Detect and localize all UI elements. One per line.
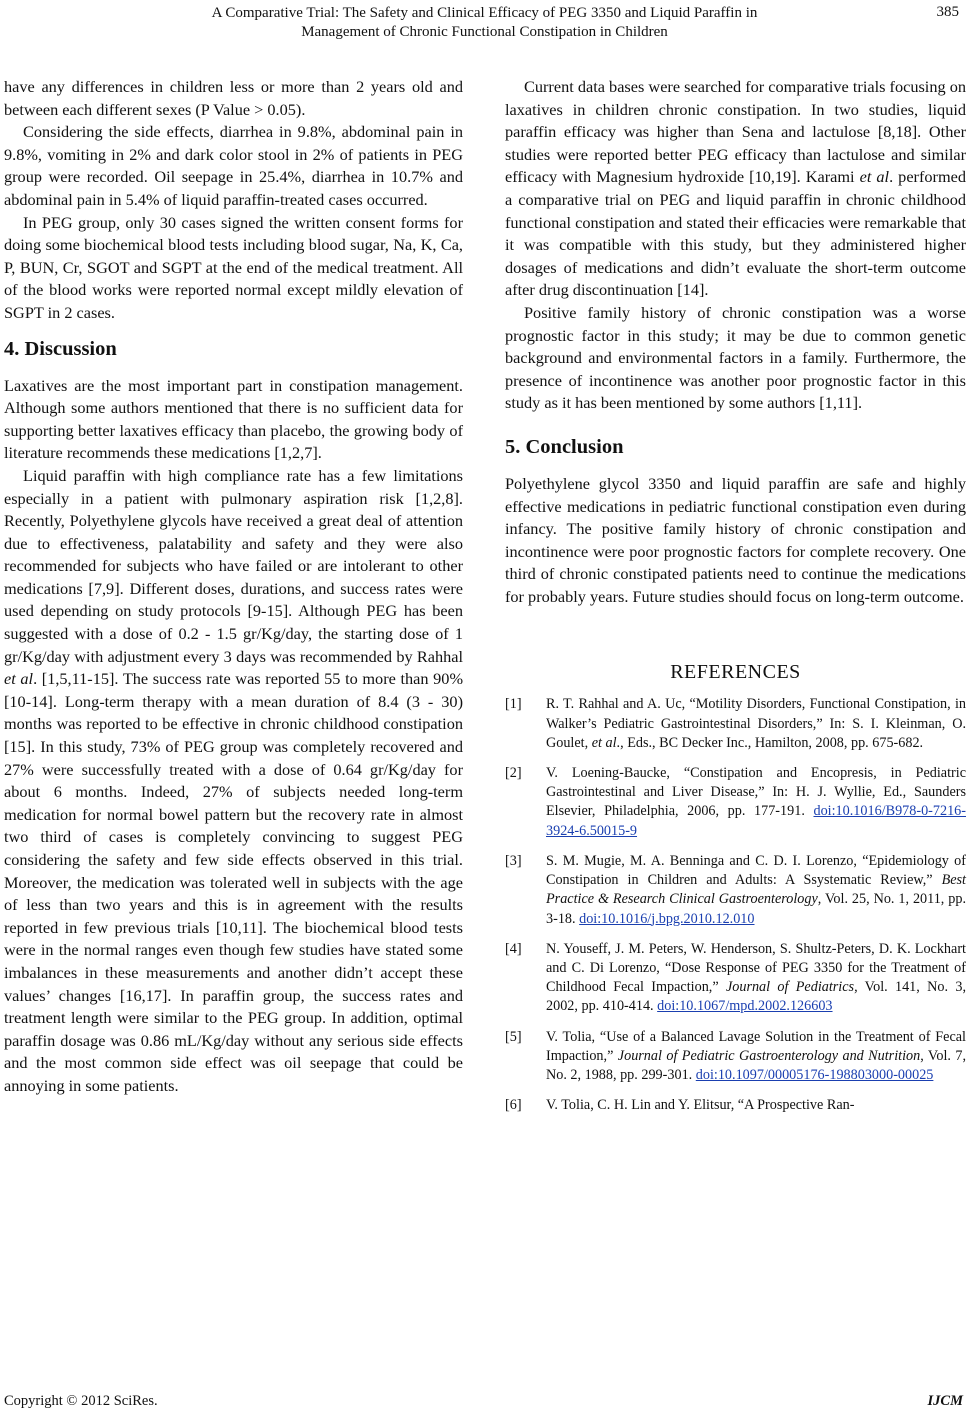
- section-heading-conclusion: 5. Conclusion: [505, 435, 624, 458]
- left-column: [4, 76, 463, 1098]
- paragraph: Considering the side effects, diarrhea in 9.8%, abdominal pain in 9.8%, vomiting in 2% and dark color stool in 2% of patients in PEG group were recorded. Oil seepage in 25.4%, diarrhea in 10.7% and abdominal pain in 5.4% of liquid paraffin-treated cases occurred.: [4, 122, 463, 209]
- reference-item: [505, 764, 966, 841]
- paragraph-text: Current data bases were searched for comparative trials focusing on laxatives in children chronic constipation. In two studies, liquid paraffin efficacy was higher than Sena and lactulose [8,18]. Other studies were reported better PEG efficacy than lactulose and similar efficacy with Magnesium hydroxide [10,19]. Karami: [505, 77, 966, 187]
- footer-journal: IJCM: [927, 1393, 963, 1409]
- reference-item: [505, 852, 966, 929]
- reference-number: [1]: [505, 696, 522, 713]
- reference-italic: Best Practice & Research Clinical Gastroenterology: [546, 872, 966, 908]
- reference-italic: Journal of Pediatrics: [725, 979, 855, 996]
- reference-text: , Vol. 141, No. 3, 2002, pp. 410-414.: [546, 979, 966, 1015]
- reference-text: N. Youseff, J. M. Peters, W. Henderson, S. Shultz-Peters, D. K. Lockhart and C. Di Lorenzo, “Dose Response of PEG 3350 for the Treatment of Childhood Fecal Impaction,”: [546, 940, 966, 996]
- reference-number: [4]: [505, 940, 522, 957]
- reference-text: , Vol. 25, No. 1, 2011, pp. 3-18.: [546, 891, 966, 927]
- et-al-italic: et al: [4, 669, 34, 689]
- reference-item: [505, 1096, 966, 1115]
- doi-link[interactable]: doi:10.1016/j.bpg.2010.12.010: [579, 910, 755, 927]
- page-number: 385: [936, 4, 959, 20]
- right-column: [505, 76, 966, 1115]
- reference-text: R. T. Rahhal and A. Uc, “Motility Disorders, Functional Constipation, in Walker’s Pediatric Gastrointestinal Disorders,” In: S. I. Kleinman, O. Goulet,: [546, 696, 966, 751]
- paragraph: [505, 76, 966, 302]
- reference-text: V. Tolia, C. H. Lin and Y. Elitsur, “A Prospective Ran-: [546, 1097, 855, 1114]
- paragraph-text: . performed a comparative trial on PEG and liquid paraffin in chronic childhood functional constipation and stated their efficacies were remarkable that it was compatible with this study, but they administered higher dosages of medications and didn’t evaluate the short-term outcome after drug discontinuation [14].: [505, 167, 966, 300]
- footer-copyright: Copyright © 2012 SciRes.: [4, 1393, 158, 1409]
- section-heading-discussion: 4. Discussion: [4, 337, 117, 360]
- reference-number: [2]: [505, 765, 522, 782]
- running-header: [0, 4, 969, 42]
- reference-item: [505, 1028, 966, 1086]
- et-al-italic: et al: [859, 167, 890, 187]
- reference-list: [505, 695, 966, 1115]
- paragraph: Laxatives are the most important part in constipation management. Although some authors mentioned that there is no sufficient data for supporting better laxatives efficacy than placebo, the growing body of literature recommends these medications [1,2,7].: [4, 375, 463, 463]
- reference-text: V. Loening-Baucke, “Constipation and Encopresis, in Pediatric Gastrointestinal and Liver Disease,” In: H. J. Wyllie, Ed., Saunders Elsevier, Philadelphia, 2006, pp. 177-191.: [546, 765, 966, 820]
- doi-link[interactable]: doi:10.1016/B978-0-7216-3924-6.50015-9: [546, 803, 966, 839]
- doi-link[interactable]: doi:10.1097/00005176-198803000-00025: [695, 1066, 934, 1083]
- reference-italic: Journal of Pediatric Gastroenterology and Nutrition: [617, 1047, 921, 1064]
- paragraph: have any differences in children less or more than 2 years old and between each different sexes (P Value > 0.05).: [4, 77, 463, 119]
- reference-number: [3]: [505, 852, 522, 869]
- reference-number: [6]: [505, 1097, 522, 1114]
- reference-text: V. Tolia, “Use of a Balanced Lavage Solution in the Treatment of Fecal Impaction,”: [546, 1028, 966, 1064]
- paragraph-text: Liquid paraffin with high compliance rate has a few limitations especially in a patient with pulmonary aspiration risk [1,2,8]. Recently, Polyethylene glycols have received a great deal of attention due to effectiveness, palatability and safety and they were also recommended for subjects who have failed or are intolerant to other medications [7,9]. Different doses, durations, and success rates were used depending on study protocols [9-15]. Although PEG has been suggested with a dose of 0.2 - 1.5 gr/Kg/day, the starting dose of 1 gr/Kg/day with adjustment every 3 days was recommended by Rahhal: [4, 465, 463, 666]
- reference-item: [505, 940, 966, 1017]
- paragraph: Positive family history of chronic constipation was a worse prognostic factor in this study; it may be due to common genetic background and environmental factors in a family. Furthermore, the presence of incontinence was another poor prognostic factor in this study as it has been mentioned by some authors [1,11].: [505, 302, 966, 413]
- reference-number: [5]: [505, 1028, 522, 1045]
- paragraph: Polyethylene glycol 3350 and liquid paraffin are safe and highly effective medications in pediatric functional constipation even during infancy. The positive family history of chronic constipation and incontinence were poor prognostic factors for complete recovery. One third of chronic constipated patients need to continue the medications for probably years. Future studies should focus on long-term outcome.: [505, 473, 966, 606]
- header-title-line1: A Comparative Trial: The Safety and Clinical Efficacy of PEG 3350 and Liquid Paraffin in: [211, 5, 758, 21]
- reference-italic: et al: [591, 734, 617, 751]
- reference-text: , Vol. 7, No. 2, 1988, pp. 299-301.: [546, 1047, 966, 1083]
- paragraph-text: . [1,5,11-15]. The success rate was reported 55 to more than 90% [10-14]. Long-term therapy with a mean duration of 8.4 (3 - 30) months was reported to be effective in chronic childhood constipation [15]. In this study, 73% of PEG group was completely recovered and 27% were successfully treated with a dose of 0.64 gr/Kg/day for about 6 months. Indeed, 27% of subjects needed long-term medication for normal bowel pattern but the recovery rate in almost two third of cases is completely convincing to suggest PEG considering the safety and few side effects observed in this trial. Moreover, the medication was tolerated well in subjects with the age of less than two years and this is in agreement with the results reported in few previous trials [10,11]. The biochemical blood tests were in the normal ranges even though few studies have stated some imbalances in these measurements and another didn’t accept these values’ changes [16,17]. In paraffin group, the success rates and treatment length were similar to the PEG group. In addition, optimal paraffin dosage was 0.86 mL/Kg/day without any serious side effects and the most common side effect was oil seepage that could be annoying in some patients.: [4, 669, 464, 1095]
- paragraph: In PEG group, only 30 cases signed the written consent forms for doing some biochemical blood tests including blood sugar, Na, K, Ca, P, BUN, Cr, SGOT and SGPT at the end of the medical treatment. All of the blood works were reported normal except mildly elevation of SGPT in 2 cases.: [4, 212, 463, 322]
- references-heading: REFERENCES: [670, 661, 801, 684]
- header-title-line2: Management of Chronic Functional Constipation in Children: [301, 24, 668, 40]
- reference-text: ., Eds., BC Decker Inc., Hamilton, 2008, pp. 675-682.: [616, 734, 924, 751]
- doi-link[interactable]: doi:10.1067/mpd.2002.126603: [657, 998, 833, 1015]
- reference-text: S. M. Mugie, M. A. Benninga and C. D. I. Lorenzo, “Epidemiology of Constipation in Children and Adults: A Ssystematic Review,”: [546, 852, 966, 889]
- paragraph: [4, 465, 463, 1098]
- reference-item: [505, 695, 966, 753]
